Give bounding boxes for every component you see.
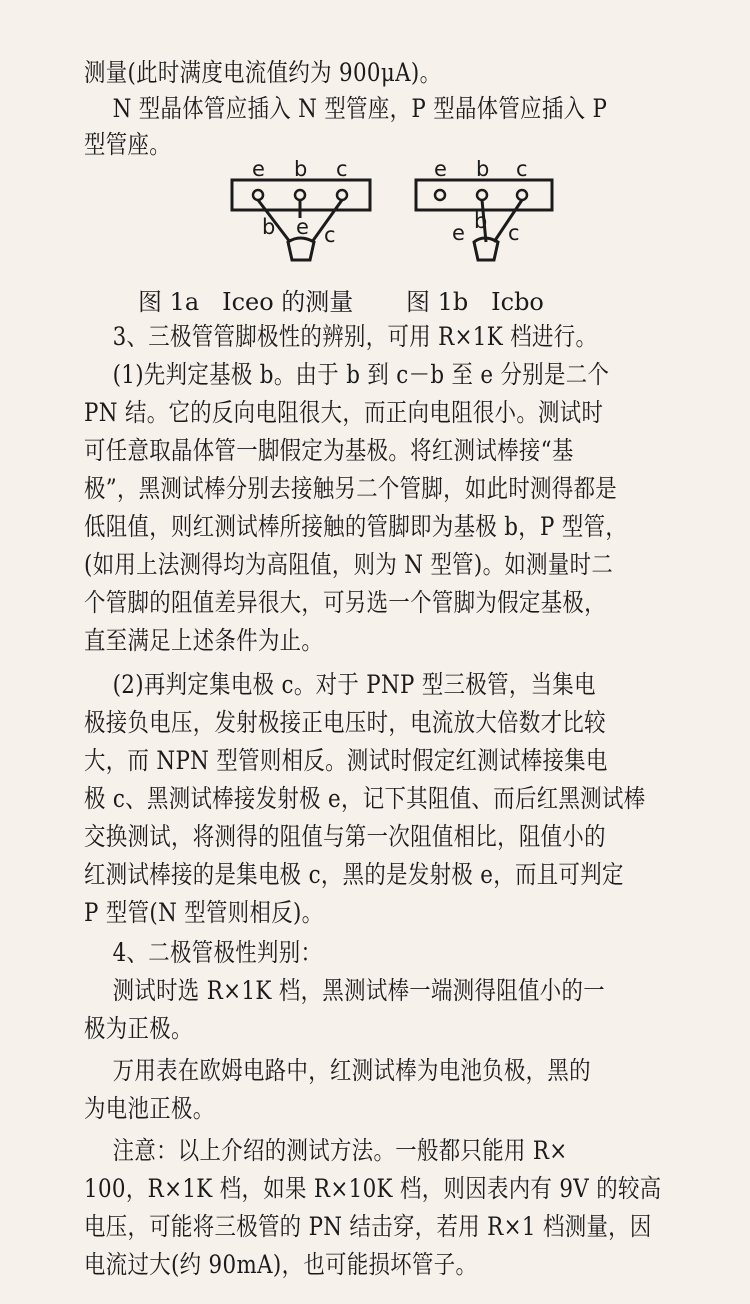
socket-label-b: b bbox=[294, 160, 308, 181]
lead-label-b: b bbox=[262, 215, 276, 239]
text-line-15: 大，而 NPN 型管则相反。测试时假定红测试棒接集电 bbox=[84, 746, 608, 775]
socket-hole-b bbox=[477, 190, 487, 200]
socket-hole-c bbox=[517, 190, 527, 200]
figure-1b-caption: 图 1b Icbo bbox=[406, 288, 544, 316]
text-line-21: 测试时选 R×1K 档，黑测试棒一端测得阻值小的一 bbox=[84, 976, 605, 1005]
socket-label-c: c bbox=[516, 160, 528, 181]
socket-hole-b bbox=[295, 190, 305, 200]
text-line-28: 电流过大(约 90mA)，也可能损坏管子。 bbox=[84, 1250, 478, 1279]
socket-label-c: c bbox=[336, 160, 348, 181]
socket-hole-e bbox=[253, 190, 263, 200]
text-line-20: 4、二极管极性判别： bbox=[84, 938, 323, 967]
lead-label-b: b bbox=[474, 209, 488, 233]
lead-label-e: e bbox=[296, 215, 309, 239]
figure-1a-diagram bbox=[228, 160, 378, 270]
text-line-1: 测量(此时满度电流值约为 900μA)。 bbox=[84, 58, 442, 87]
text-line-12: 直至满足上述条件为止。 bbox=[84, 626, 324, 655]
text-line-24: 为电池正极。 bbox=[84, 1094, 215, 1123]
lead-label-c: c bbox=[324, 223, 336, 247]
socket-hole-c bbox=[337, 190, 347, 200]
figure-1b-diagram bbox=[412, 160, 562, 270]
text-line-13: (2)再判定集电极 c。对于 PNP 型三极管，当集电 bbox=[84, 670, 596, 699]
text-line-19: P 型管(N 型管则相反)。 bbox=[84, 898, 324, 927]
socket-label-e: e bbox=[252, 160, 265, 181]
text-line-10: (如用上法测得均为高阻值，则为 N 型管)。如测量时二 bbox=[84, 550, 614, 579]
text-line-9: 低阻值，则红测试棒所接触的管脚即为基极 b，P 型管， bbox=[84, 512, 628, 541]
socket-label-e: e bbox=[434, 160, 447, 181]
text-line-25: 注意：以上介绍的测试方法。一般都只能用 R× bbox=[84, 1136, 568, 1165]
text-line-5: (1)先判定基极 b。由于 b 到 c－b 至 e 分别是二个 bbox=[84, 360, 610, 389]
socket-hole-e bbox=[435, 190, 445, 200]
text-line-14: 极接负电压，发射极接正电压时，电流放大倍数才比较 bbox=[84, 708, 606, 737]
text-line-18: 红测试棒接的是集电极 c，黑的是发射极 e，而且可判定 bbox=[84, 860, 624, 889]
text-line-7: 可任意取晶体管一脚假定为基极。将红测试棒接“基 bbox=[84, 436, 574, 465]
text-line-23: 万用表在欧姆电路中，红测试棒为电池负极，黑的 bbox=[84, 1056, 591, 1085]
text-line-16: 极 c、黑测试棒接发射极 e，记下其阻值、而后红黑测试棒 bbox=[84, 784, 646, 813]
lead-label-e: e bbox=[452, 221, 465, 245]
text-line-11: 个管脚的阻值差异很大，可另选一个管脚为假定基极， bbox=[84, 588, 606, 617]
lead-label-c: c bbox=[508, 221, 520, 245]
text-line-22: 极为正极。 bbox=[84, 1014, 193, 1043]
text-line-8: 极”，黑测试棒分别去接触另二个管脚，如此时测得都是 bbox=[84, 474, 618, 503]
text-line-4: 3、三极管管脚极性的辨别，可用 R×1K 档进行。 bbox=[84, 322, 598, 351]
text-line-6: PN 结。它的反向电阻很大，而正向电阻很小。测试时 bbox=[84, 398, 604, 427]
text-line-17: 交换测试，将测得的阻值与第一次阻值相比，阻值小的 bbox=[84, 822, 606, 851]
text-line-26: 100，R×1K 档，如果 R×10K 档，则因表内有 9V 的较高 bbox=[84, 1174, 662, 1203]
figure-1a-caption: 图 1a Iceo 的测量 bbox=[138, 288, 354, 316]
transistor-body bbox=[288, 238, 314, 260]
text-line-2: N 型晶体管应插入 N 型管座，P 型晶体管应插入 P bbox=[84, 94, 608, 123]
text-line-27: 电压，可能将三极管的 PN 结击穿，若用 R×1 档测量，因 bbox=[84, 1212, 652, 1241]
socket-label-b: b bbox=[476, 160, 490, 181]
text-line-3: 型管座。 bbox=[84, 130, 171, 159]
